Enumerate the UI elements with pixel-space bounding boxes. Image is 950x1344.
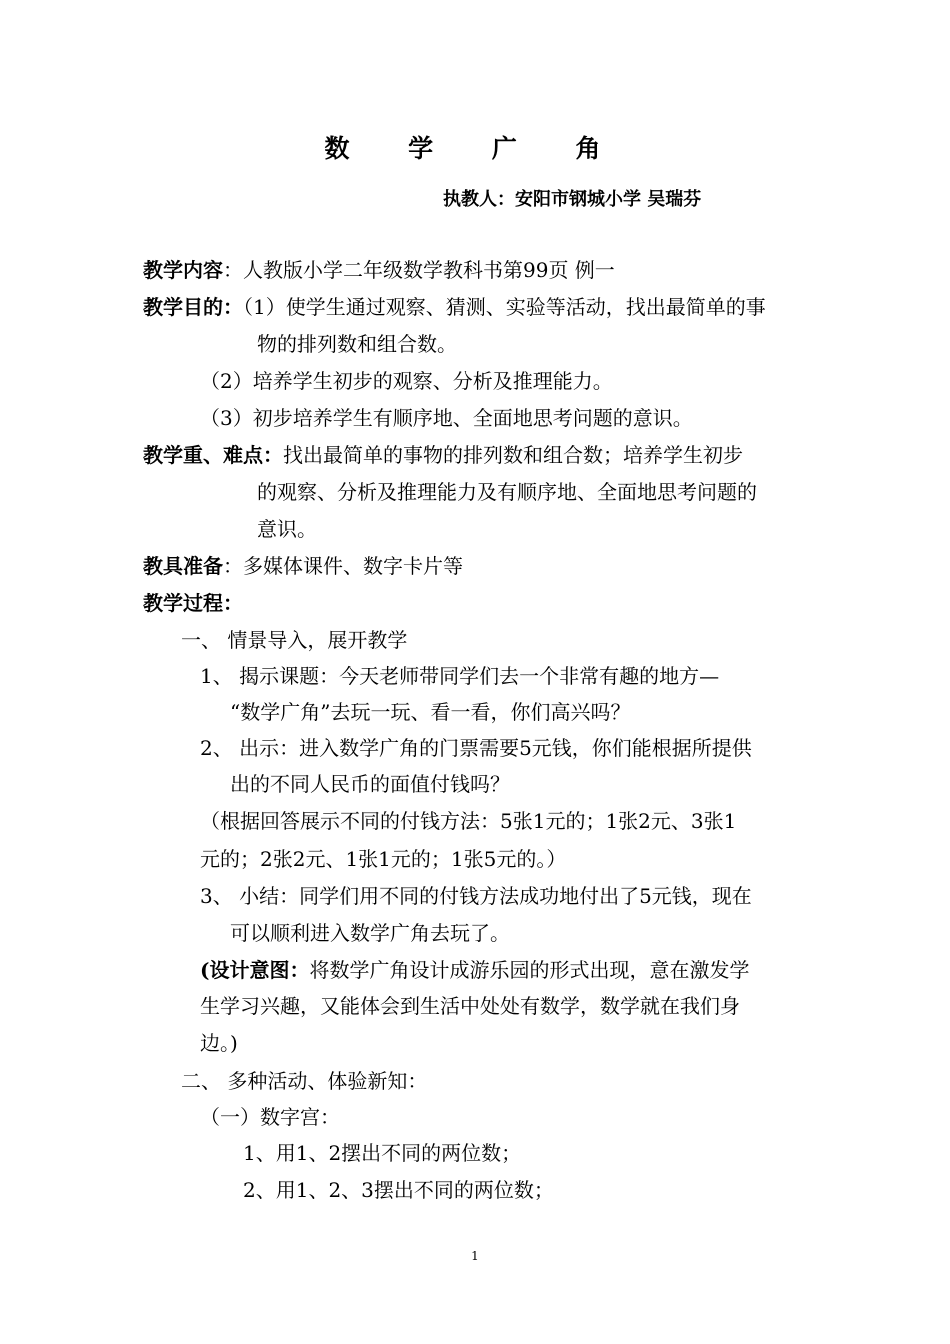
design-open: ( [200,958,210,982]
content-text: 人教版小学二年级数学教科书第99页 例一 [243,258,615,282]
goal-1-text: （1）使学生通过观察、猜测、实验等活动，找出最简单的事 [243,295,766,319]
goal-3: （3）初步培养学生有顺序地、全面地思考问题的意识。 [200,406,693,430]
page-number: 1 [471,1249,479,1263]
content-sep: ： [223,258,243,282]
item-2-continued: 出的不同人民币的面值付钱吗？ [230,772,510,796]
author-line: 执教人：安阳市钢城小学 吴瑞芬 [443,189,702,210]
tools-label: 教具准备 [143,554,223,578]
item-1-continued: “数学广角”去玩一玩、看一看，你们高兴吗？ [230,700,631,724]
goals-sep: ： [223,295,243,319]
process-label: 教学过程： [143,591,243,615]
design-label: 设计意图： [209,958,310,982]
task-2: 2、用1、2、3摆出不同的两位数； [243,1178,554,1202]
tools-text: 多媒体课件、数字卡片等 [243,554,463,578]
design-text: 将数学广角设计成游乐园的形式出现，意在激发学 [309,958,750,982]
design-intent-line-2: 生学习兴趣，又能体会到生活中处处有数学，数学就在我们身 [200,994,740,1018]
goals-label: 教学目的 [143,295,223,319]
key-text: 找出最简单的事物的排列数和组合数；培养学生初步 [283,443,743,467]
section-2-heading: 二、 多种活动、体验新知： [181,1069,428,1093]
payment-note: （根据回答展示不同的付钱方法：5张1元的；1张2元、3张1 [200,809,737,833]
design-intent [200,957,749,983]
item-3: 3、 小结：同学们用不同的付钱方法成功地付出了5元钱，现在 [200,884,752,908]
content-label: 教学内容 [143,258,223,282]
task-1: 1、用1、2摆出不同的两位数； [243,1141,522,1165]
key-line-1 [143,442,743,468]
goal-2: （2）培养学生初步的观察、分析及推理能力。 [200,369,613,393]
content-line [143,257,615,283]
key-line-2: 的观察、分析及推理能力及有顺序地、全面地思考问题的 [257,480,757,504]
item-3-continued: 可以顺利进入数学广角去玩了。 [230,921,510,945]
item-2: 2、 出示：进入数学广角的门票需要5元钱，你们能根据所提供 [200,736,752,760]
design-intent-line-3: 边。) [200,1031,238,1055]
goals-line-1 [143,294,766,320]
key-label: 教学重、难点 [143,443,263,467]
goal-1-continued: 物的排列数和组合数。 [257,332,457,356]
section-1-heading: 一、 情景导入，展开教学 [181,628,408,652]
payment-note-continued: 元的；2张2元、1张1元的；1张5元的。） [200,847,567,871]
key-sep: ： [263,443,283,467]
tools-line [143,553,463,579]
page-title: 数 学 广 角 [324,134,626,163]
item-1: 1、 揭示课题：今天老师带同学们去一个非常有趣的地方— [200,664,720,688]
subsection-heading: （一）数字宫： [200,1105,340,1129]
tools-sep: ： [223,554,243,578]
key-line-3: 意识。 [257,517,317,541]
